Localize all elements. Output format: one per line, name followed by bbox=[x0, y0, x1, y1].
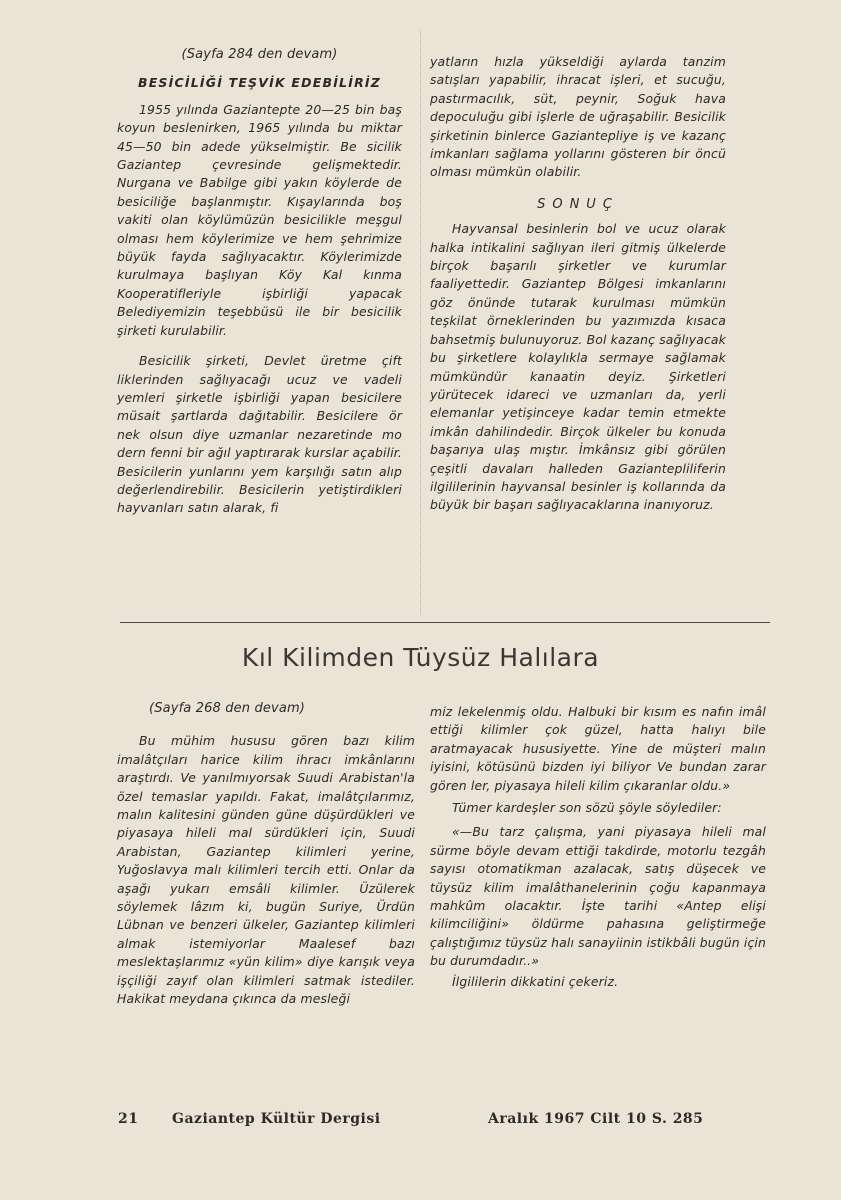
column-gutter bbox=[420, 30, 421, 615]
section-heading: BESİCİLİĞİ TEŞVİK EDEBİLİRİZ bbox=[137, 75, 382, 91]
paragraph: Besicilik şirketi, Devlet üretme çift liklerinden sağlıyacağı ucuz ve vadeli yemleri şirketle işbirliği yapan besicilere müsait şartlarda dağıtabilir. Besicilere ör nek olsun diye uzmanlar nezaretinde mo dern fenni bir ağıl yaptırarak kurslar açabilir. Besicilerin yunlarını yem karşılığı satın alıp değerlendirebilir. Besicilerin yetiştirdikleri hayvanları satın alarak, fi bbox=[117, 353, 402, 516]
journal-name: Gaziantep Kültür Dergisi bbox=[172, 1111, 381, 1127]
article-right-column bbox=[430, 703, 766, 991]
paragraph: yatların hızla yükseldiği aylarda tanzim satışları yapabilir, ihracat işleri, et sucuğu, pastırmacılık, süt, peynir, Soğuk hava depoculuğu gibi işlerle de uğraşabilir. Besicilik şirketinin binlerce Gaziantepliye iş ve kazanç imkanları sağlama yollarını gösteren bir öncü olması mümkün olabilir. bbox=[430, 54, 726, 180]
paragraph: 1955 yılında Gaziantepte 20—25 bin baş koyun beslenirken, 1965 yılında bu miktar 45—50 bin adede yükselmiştir. Be sicilik Gaziantep çevresinde gelişmektedir. Nurgana ve Babilge gibi yakın köylerde de besiciliğe başlanmıştır. Kışaylarında boş vakiti olan köylümüzün besicilikle meşgul olması hem köylerimize ve hem şehrimize büyük fayda sağlıyacaktır. Köylerimizde kurulmaya başlıyan Köy Kal kınma Kooperatifleriyle işbirliği yapacak Belediyemizin teşebbüsü ile bir besicilik şirketi kurulabilir. bbox=[117, 101, 402, 338]
section-divider bbox=[120, 622, 770, 623]
conclusion-heading: SONUÇ bbox=[537, 196, 619, 212]
article-title: Kıl Kilimden Tüysüz Halılara bbox=[241, 643, 600, 672]
paragraph: Bu mühim hususu gören bazı kilim imalâtçıları harice kilim ihracı imkânlarını araştırdı. Ve yanılmıyorsak Suudi Arabistan'la özel temaslar yapıldı. Fakat, imalâtçılarımız, malın kalitesini günden güne düşürdükleri ve piyasaya hileli mal sürdükleri için, Suudi Arabistan, Gaziantep kilimleri yerine, Yuğoslavya malı kilimleri tercih etti. Onlar da aşağı yukarı emsâli kilimler. Üzülerek söylemek lâzım ki, bugün Suriye, Ürdün Lübnan ve benzeri ülkeler, Gaziantep kilimleri almak istemiyorlar Maalesef bazı meslektaşlarımız «yün kilim» diye karışık veya işçiliği zayıf olan kilimleri satmak istediler. Hakikat meydana çıkınca da mesleği bbox=[117, 733, 415, 1007]
continued-note: (Sayfa 268 den devam) bbox=[149, 701, 306, 716]
paragraph: miz lekelenmiş oldu. Halbuki bir kısım es nafın imâl ettiği kilimler çok güzel, hatta halıyı bile aratmayacak hususiyette. Yine de müşteri malın iyisini, kötüsünü bizden iyi biliyor Ve bundan zarar gören ler, piyasaya hileli kilim çıkaranlar oldu.» bbox=[430, 704, 766, 793]
article-left-column bbox=[117, 700, 415, 1009]
paragraph: Hayvansal besinlerin bol ve ucuz olarak halka intikalini sağlıyan ileri gitmiş ülkelerde birçok başarılı şirketler ve kurumlar faaliyettedir. Gaziantep Bölgesi imkanlarını göz önünde tutarak kurulması mümkün teşkilat örneklerinden bu yazımızda kısaca bahsetmiş bulunuyoruz. Bol kazanç sağlıyacak bu şirketlere kolaylıkla sermaye sağlamak mümkündür kanaatin deyiz. Şirketleri yürütecek idareci ve uzmanları da, yerli elemanlar yetişinceye kadar temin etmekte imkân dahilindedir. Birçok ülkeler bu konuda başarıya ulaş mıştır. İmkânsız gibi görülen çeşitli davaları halleden Gaziantepliliferin ilgililerinin hayvansal besinler iş kollarında da büyük bir başarı sağlıyacaklarına inanıyoruz. bbox=[430, 221, 726, 513]
paragraph: Tümer kardeşler son sözü şöyle söylediler: bbox=[452, 800, 722, 816]
issue-info: Aralık 1967 Cilt 10 S. 285 bbox=[488, 1111, 704, 1127]
paragraph: İlgililerin dikkatini çekeriz. bbox=[452, 973, 619, 989]
paragraph: «—Bu tarz çalışma, yani piyasaya hileli mal sürme böyle devam ettiği takdirde, motorlu tezgâh sayısı otomatikman azalacak, satış düşecek ve tüysüz kilim imalâthanelerinin çoğu kapanmaya mahkûm olacaktır. İşte tarihi «Antep elişi kilimciliğini» öldürme pahasına geliştirmeğe çalıştığımız tüysüz halı sanayiinin istikbâli bugün için bu durumdadır..» bbox=[430, 824, 767, 969]
top-right-column bbox=[430, 53, 726, 515]
top-left-column bbox=[117, 46, 402, 518]
continued-note: (Sayfa 284 den devam) bbox=[181, 47, 338, 62]
page-number: 21 bbox=[118, 1111, 139, 1127]
